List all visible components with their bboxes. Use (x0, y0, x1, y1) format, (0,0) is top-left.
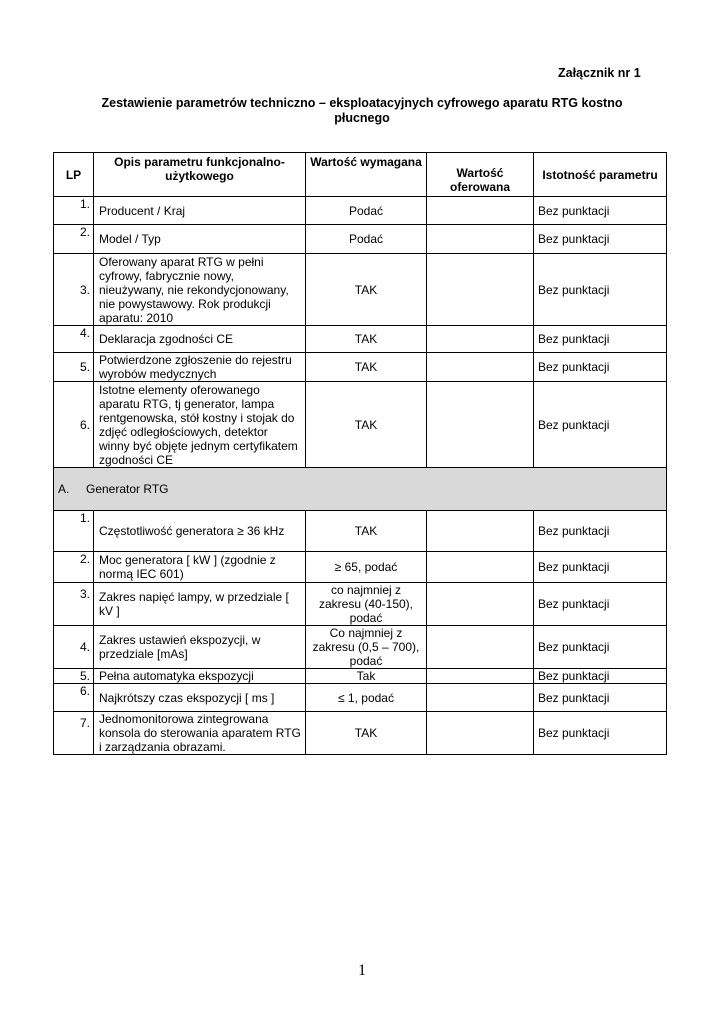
table-row (54, 511, 667, 552)
row-offered-value[interactable] (427, 583, 534, 626)
table-row (54, 353, 667, 382)
table-row (54, 626, 667, 669)
section-header (54, 468, 667, 511)
row-importance: Bez punktacji (534, 626, 667, 669)
row-description: Producent / Kraj (94, 197, 306, 225)
row-number: 2. (54, 552, 94, 583)
row-offered-value[interactable] (427, 669, 534, 684)
table-row (54, 712, 667, 755)
row-importance: Bez punktacji (534, 197, 667, 225)
row-importance: Bez punktacji (534, 511, 667, 552)
section-header-row (54, 468, 667, 511)
row-required-value: Podać (306, 225, 427, 254)
parameters-table (53, 152, 667, 755)
table-row (54, 552, 667, 583)
row-offered-value[interactable] (427, 552, 534, 583)
row-importance: Bez punktacji (534, 669, 667, 684)
annex-label: Załącznik nr 1 (558, 66, 641, 80)
row-required-value: Podać (306, 197, 427, 225)
column-header-required: Wartość wymagana (306, 153, 427, 197)
row-required-value: TAK (306, 254, 427, 326)
row-offered-value[interactable] (427, 382, 534, 468)
row-offered-value[interactable] (427, 626, 534, 669)
row-description: Istotne elementy oferowanego aparatu RTG, tj generator, lampa rentgenowska, stół kostny i stojak do zdjęć odległościowych, detektor winny być objęte jednym certyfikatem zgodności CE (94, 382, 306, 468)
row-importance: Bez punktacji (534, 382, 667, 468)
section-title: Generator RTG (86, 482, 169, 496)
row-required-value: TAK (306, 353, 427, 382)
column-header-importance: Istotność parametru (534, 153, 667, 197)
row-number: 5. (54, 353, 94, 382)
row-required-value: ≥ 65, podać (306, 552, 427, 583)
table-row (54, 197, 667, 225)
row-number: 4. (54, 326, 94, 353)
row-importance: Bez punktacji (534, 552, 667, 583)
row-offered-value[interactable] (427, 254, 534, 326)
row-required-value: ≤ 1, podać (306, 684, 427, 712)
row-number: 6. (54, 684, 94, 712)
row-description: Potwierdzone zgłoszenie do rejestru wyrobów medycznych (94, 353, 306, 382)
row-number: 5. (54, 669, 94, 684)
row-description: Pełna automatyka ekspozycji (94, 669, 306, 684)
row-offered-value[interactable] (427, 511, 534, 552)
row-description: Model / Typ (94, 225, 306, 254)
row-importance: Bez punktacji (534, 712, 667, 755)
row-required-value: TAK (306, 511, 427, 552)
row-offered-value[interactable] (427, 326, 534, 353)
row-number: 6. (54, 382, 94, 468)
table-row (54, 382, 667, 468)
row-offered-value[interactable] (427, 684, 534, 712)
row-number: 1. (54, 197, 94, 225)
row-number: 3. (54, 583, 94, 626)
row-number: 4. (54, 626, 94, 669)
section-letter: A. (58, 482, 70, 496)
row-number: 1. (54, 511, 94, 552)
row-importance: Bez punktacji (534, 684, 667, 712)
document-title: Zestawienie parametrów techniczno – eksploatacyjnych cyfrowego aparatu RTG kostno płucnego (101, 96, 623, 125)
table-row (54, 684, 667, 712)
row-required-value: TAK (306, 382, 427, 468)
row-number: 2. (54, 225, 94, 254)
row-description: Zakres napięć lampy, w przedziale [ kV ] (94, 583, 306, 626)
row-importance: Bez punktacji (534, 353, 667, 382)
row-description: Oferowany aparat RTG w pełni cyfrowy, fabrycznie nowy, nieużywany, nie rekondycjonowany, nie powystawowy. Rok produkcji aparatu: 2010 (94, 254, 306, 326)
row-description: Deklaracja zgodności CE (94, 326, 306, 353)
column-header-lp: LP (54, 153, 94, 197)
row-required-value: Tak (306, 669, 427, 684)
row-description: Zakres ustawień ekspozycji, w przedziale [mAs] (94, 626, 306, 669)
table-row (54, 326, 667, 353)
page-number: 1 (358, 962, 366, 979)
row-number: 3. (54, 254, 94, 326)
table-row (54, 669, 667, 684)
row-description: Jednomonitorowa zintegrowana konsola do sterowania aparatem RTG i zarządzania obrazami. (94, 712, 306, 755)
row-number: 7. (54, 712, 94, 755)
row-offered-value[interactable] (427, 225, 534, 254)
table-header-row (54, 153, 667, 197)
row-importance: Bez punktacji (534, 225, 667, 254)
row-description: Częstotliwość generatora ≥ 36 kHz (94, 511, 306, 552)
row-offered-value[interactable] (427, 353, 534, 382)
row-required-value: Co najmniej z zakresu (0,5 – 700), podać (306, 626, 427, 669)
table-row (54, 254, 667, 326)
row-importance: Bez punktacji (534, 583, 667, 626)
row-required-value: TAK (306, 712, 427, 755)
column-header-description: Opis parametru funkcjonalno-użytkowego (94, 153, 306, 197)
row-description: Najkrótszy czas ekspozycji [ ms ] (94, 684, 306, 712)
row-importance: Bez punktacji (534, 254, 667, 326)
row-required-value: TAK (306, 326, 427, 353)
row-offered-value[interactable] (427, 712, 534, 755)
row-description: Moc generatora [ kW ] (zgodnie z normą IEC 601) (94, 552, 306, 583)
row-importance: Bez punktacji (534, 326, 667, 353)
table-row (54, 225, 667, 254)
row-required-value: co najmniej z zakresu (40-150), podać (306, 583, 427, 626)
table-row (54, 583, 667, 626)
column-header-offered: Wartość oferowana (427, 153, 534, 197)
row-offered-value[interactable] (427, 197, 534, 225)
